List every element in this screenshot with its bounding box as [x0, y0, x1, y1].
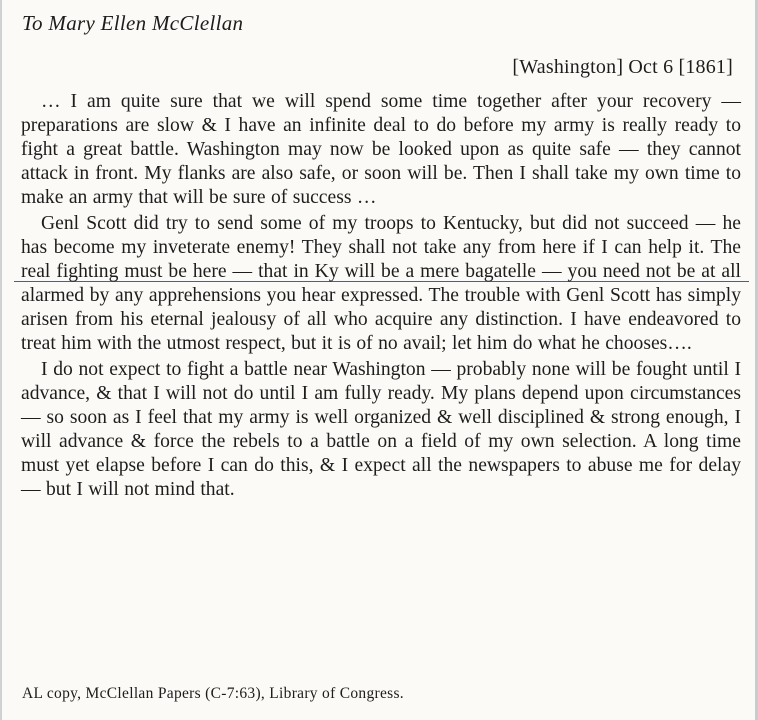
- letter-paragraph-2: Genl Scott did try to send some of my troops to Kentucky, but did not succeed — he has become my inveterate enemy! They shall not take any from here if I can help it. The real fighting must be here — that in Ky will be a mere bagatelle — you need not be at all alarmed by any apprehensions you hear expressed. The trouble with Genl Scott has simply arisen from his eternal jealousy of all who acquire any distinction. I have endeavored to treat him with the utmost respect, but it is of no avail; let him do what he chooses….: [21, 213, 741, 354]
- letter-body: [21, 90, 741, 502]
- letter-paragraph-1: … I am quite sure that we will spend some time together after your recovery — preparations are slow & I have an infinite deal to do before my army is really ready to fight a great battle. Washington may now be looked upon as quite safe — they cannot attack in front. My flanks are also safe, or soon will be. Then I shall take my own time to make an army that will be sure of success …: [21, 91, 741, 208]
- source-citation: AL copy, McClellan Papers (C-7:63), Library of Congress.: [22, 685, 404, 702]
- letter-dateline: [Washington] Oct 6 [1861]: [512, 56, 733, 78]
- letter-paragraph-3: I do not expect to fight a battle near Washington — probably none will be fought until I advance, & that I will not do until I am fully ready. My plans depend upon circumstances — so soon as I feel that my army is well organized & well disciplined & strong enough, I will advance & force the rebels to a battle on a field of my own selection. A long time must yet elapse before I can do this, & I expect all the newspapers to abuse me for delay — but I will not mind that.: [21, 359, 741, 500]
- letter-salutation: To Mary Ellen McClellan: [22, 11, 244, 35]
